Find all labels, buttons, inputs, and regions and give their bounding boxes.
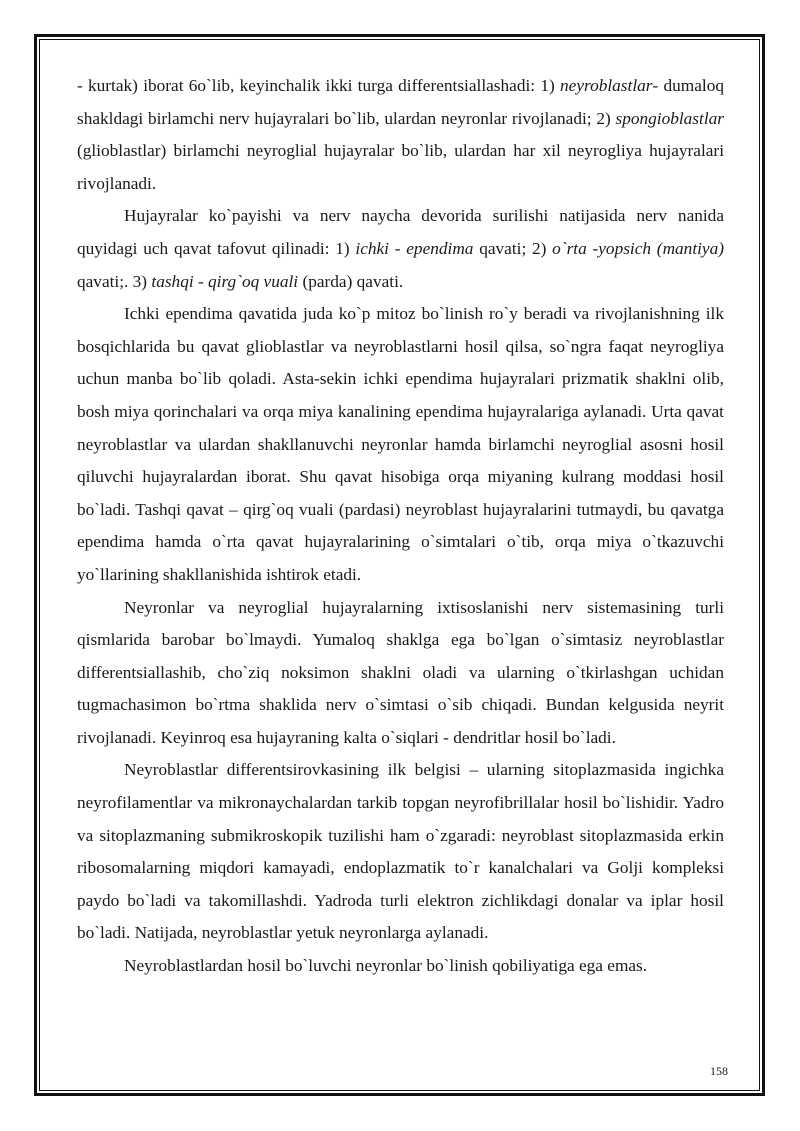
text-segment: Neyroblastlardan hosil bo`luvchi neyronlar bo`linish qobiliyatiga ega emas. — [124, 956, 648, 976]
text-segment: - dumaloq shakldagi birlamchi nerv hujayralari bo`lib, ulardan neyronlar rivojlanadi; 2) — [77, 76, 724, 128]
term-qirgoq-vuali: tashqi - qirg`oq vuali — [151, 271, 299, 291]
text-segment: qavati;. 3) — [77, 271, 152, 291]
text-segment: qavati; 2) — [473, 238, 553, 258]
page-number: 158 — [710, 1064, 728, 1078]
text-segment: Hujayralar ko`payishi va nerv naycha devorida surilishi natijasida nerv nanida quyidagi uch qavat tafovut qilinadi: 1) — [77, 206, 724, 258]
paragraph-5 — [77, 754, 724, 950]
body-text — [77, 70, 724, 983]
term-spongioblastlar: spongioblastlar — [615, 108, 724, 128]
text-segment: Ichki ependima qavatida juda ko`p mitoz bo`linish ro`y beradi va rivojlanishning ilk bosqichlarida bu qavat glioblastlar va neyroblastlarni hosil qilsa, so`ngra faqat neyrogliya uchun manba bo`lib qoladi. Asta-sekin ichki ependima hujayralari prizmatik shaklni olib, bosh miya qorinchalari va orqa miya kanalining ependima hujayralariga aylanadi. Urta qavat neyroblastlar va ulardan shakllanuvchi neyronlar hamda birlamchi neyroglial asosni hosil qiluvchi hujayralardan iborat. Shu qavat hisobiga orqa miyaning kulrang moddasi hosil bo`ladi. Tashqi qavat – qirg`oq vuali (pardasi) neyroblast hujayralarini tutmaydi, bu qavatga ependima hamda o`rta qavat hujayralarining o`simtalari o`tib, orqa miya o`tkazuvchi yo`llarining shakllanishida ishtirok etadi. — [77, 304, 724, 584]
paragraph-6 — [77, 950, 724, 983]
text-segment: Neyroblastlar differentsirovkasining ilk belgisi – ularning sitoplazmasida ingichka neyrofilamentlar va mikronaychalardan tarkib topgan neyrofibrillalar hosil bo`lishidir. Yadro va sitoplazmaning submikroskopik tuzilishi ham o`zgaradi: neyroblast sitoplazmasida erkin ribosomalarning miqdori kamayadi, endoplazmatik to`r kanalchalari va Golji kompleksi paydo bo`ladi va takomillashdi. Yadroda turli elektron zichlikdagi donalar va iplar hosil bo`ladi. Natijada, neyroblastlar yetuk neyronlarga aylanadi. — [77, 760, 724, 943]
paragraph-4 — [77, 592, 724, 755]
term-neyroblastlar: neyroblastlar — [560, 76, 653, 95]
term-ependima: ichki - ependima — [355, 238, 474, 258]
paragraph-3 — [77, 298, 724, 591]
term-mantiya: o`rta -yopsich (mantiya) — [552, 238, 724, 258]
text-segment: (parda) qavati. — [298, 271, 404, 291]
paragraph-1 — [77, 70, 724, 200]
text-segment: Neyronlar va neyroglial hujayralarning ixtisoslanishi nerv sistemasining turli qismlarida barobar bo`lmaydi. Yumaloq shaklga ega bo`lgan o`simtasiz neyroblastlar differentsiallashib, cho`ziq noksimon shaklni oladi va ularning o`tkirlashgan uchidan tugmachasimon bo`rtma shaklida nerv o`simtasi o`sib chiqadi. Bundan kelgusida neyrit rivojlanadi. Keyinroq esa hujayraning kalta o`siqlari - dendritlar hosil bo`ladi. — [77, 597, 724, 747]
text-segment: (glioblastlar) birlamchi neyroglial hujayralar bo`lib, ulardan har xil neyrogliya hujayralari rivojlanadi. — [77, 141, 724, 193]
paragraph-2 — [77, 200, 724, 298]
text-segment: - kurtak) iborat 6o`lib, keyinchalik ikki turga differentsiallashadi: 1) — [77, 76, 561, 95]
